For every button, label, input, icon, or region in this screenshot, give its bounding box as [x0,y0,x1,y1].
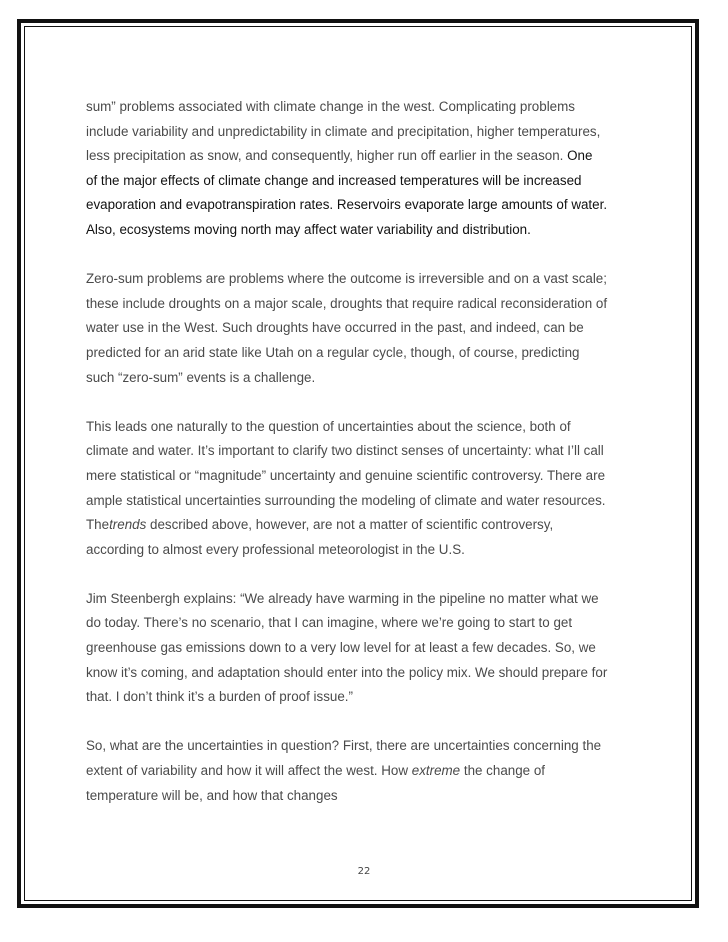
text-span: know it’s coming, and adaptation should enter into the policy mix. We should prepare for [86,664,608,680]
text-span: trends [109,517,147,533]
text-line [86,415,652,440]
text-span: Zero-sum problems are problems where the outcome is irreversible and on a vast scale; [86,271,607,287]
text-line [86,489,652,514]
text-line [86,587,652,612]
text-span: Also, ecosystems moving north may affect water variability and distribution. [86,221,531,237]
text-span: extent of variability and how it will affect the west. How [86,763,412,779]
text-span: according to almost every professional meteorologist in the U.S. [86,541,465,557]
text-span: One [567,148,593,164]
text-line [86,144,652,169]
text-span: predicted for an arid state like Utah on a regular cycle, though, of course, predicting [86,344,580,360]
text-span: Jim Steenbergh explains: “We already have warming in the pipeline no matter what we [86,590,599,606]
text-span: So, what are the uncertainties in question? First, there are uncertainties concerning the [86,738,602,754]
text-span: described above, however, are not a matter of scientific controversy, [146,517,554,533]
text-line [86,636,652,661]
text-span: the change of [460,763,545,779]
page-number: 22 [357,866,371,877]
text-line [86,538,652,563]
paragraph [86,734,652,808]
text-line [86,316,652,341]
text-span: temperature will be, and how that changes [86,787,338,803]
text-line [86,513,652,538]
text-span: evaporation and evapotranspiration rates. Reservoirs evaporate large amounts of water. [86,197,608,213]
paragraph [86,267,652,390]
text-span: greenhouse gas emissions down to a very low level for at least a few decades. So, we [86,640,596,656]
text-span: sum” problems associated with climate change in the west. Complicating problems [86,99,575,114]
text-span: that. I don’t think it’s a burden of proof issue.” [86,689,353,705]
paragraph [86,587,652,710]
paragraph [86,95,652,243]
text-line [86,439,652,464]
text-line [86,366,652,391]
text-span: of the major effects of climate change and increased temperatures will be increased [86,172,582,188]
text-line [86,341,652,366]
text-span: ample statistical uncertainties surrounding the modeling of climate and water resources. [86,492,606,508]
text-span: water use in the West. Such droughts have occurred in the past, and indeed, can be [86,320,584,336]
text-span: The [86,517,110,533]
text-line [86,661,652,686]
text-span: these include droughts on a major scale, droughts that require radical reconsideration of [86,295,608,311]
text-line [86,611,652,636]
text-line [86,218,652,243]
text-span: do today. There’s no scenario, that I can imagine, where we’re going to start to get [86,615,573,631]
text-line [86,292,652,317]
text-line [86,120,652,145]
text-line [86,95,652,120]
document-body [86,95,652,833]
text-line [86,685,652,710]
paragraph [86,415,652,563]
text-line [86,193,652,218]
text-span: mere statistical or “magnitude” uncertainty and genuine scientific controversy. There are [86,467,606,483]
text-span: extreme [411,763,461,779]
text-line [86,734,652,759]
text-line [86,464,652,489]
text-span: such “zero-sum” events is a challenge. [86,369,316,385]
text-line [86,267,652,292]
text-line [86,784,652,809]
text-span: climate and water. It’s important to clarify two distinct senses of uncertainty: what I’ll call [86,443,604,459]
text-line [86,169,652,194]
text-line [86,759,652,784]
text-span: less precipitation as snow, and consequently, higher run off earlier in the season. [86,148,568,164]
text-span: include variability and unpredictability in climate and precipitation, higher temperatures, [86,123,601,139]
text-span: This leads one naturally to the question of uncertainties about the science, both of [86,418,571,434]
